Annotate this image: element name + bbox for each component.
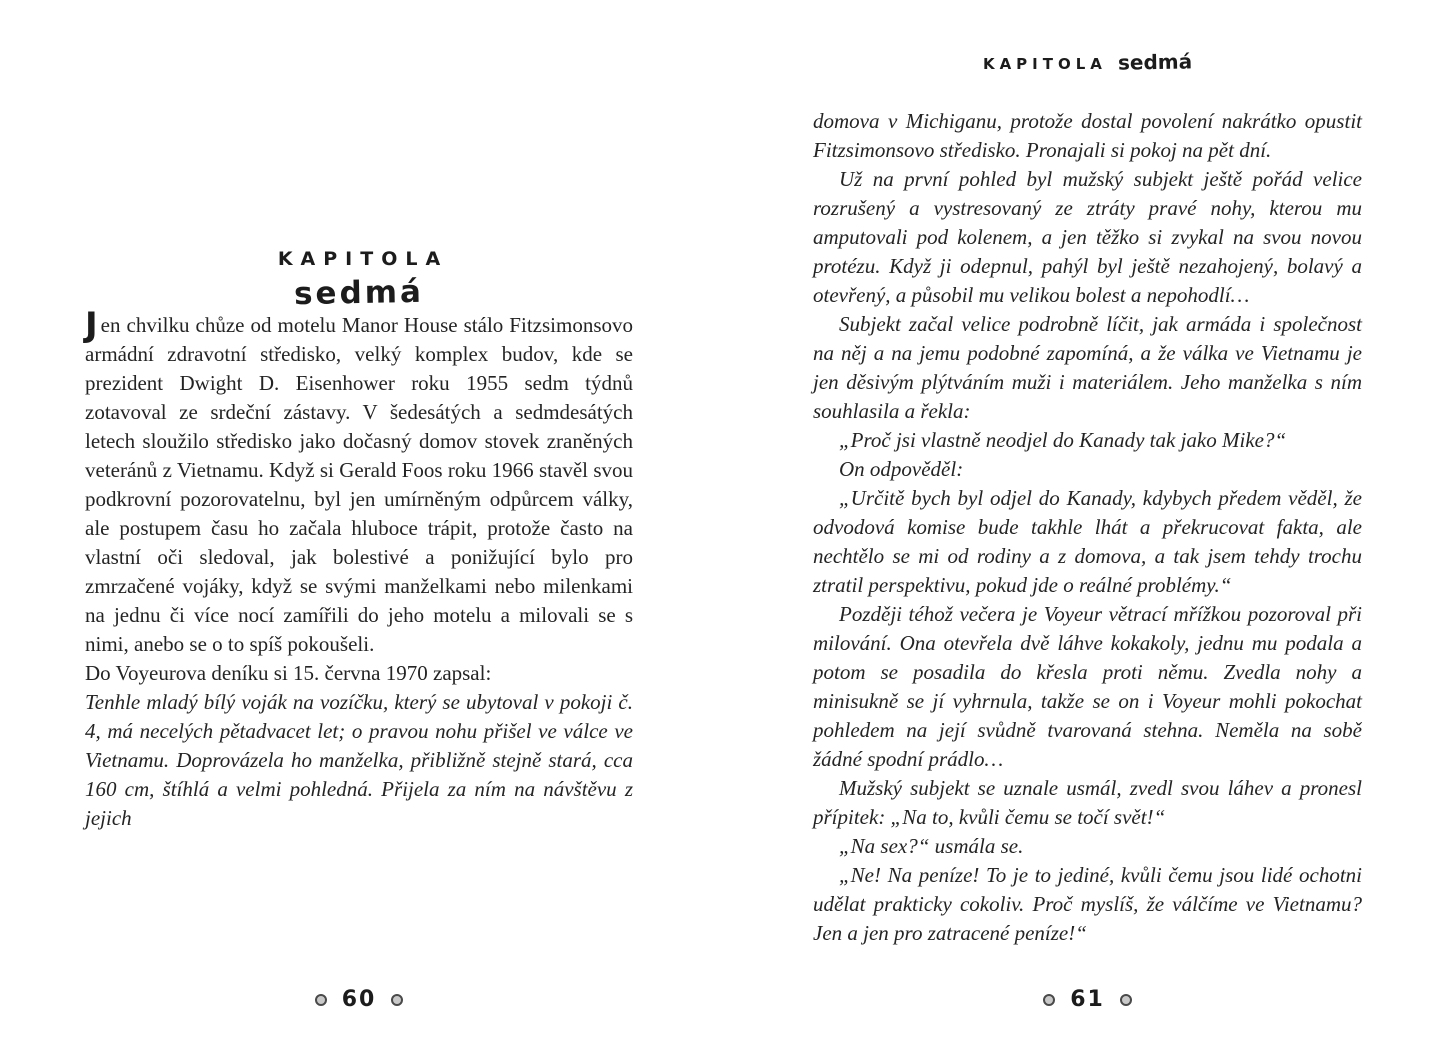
opening-paragraph-text: en chvilku chůze od motelu Manor House stálo Fitzsimonsovo armádní zdravotní středisko, velký komplex budov, kde se prezident Dwight D. Eisenhower roku 1955 sedm týdnů zotavoval ze srdeční zástavy. V šedesátých a sedmdesátých letech sloužilo středisko jako dočasný domov stovek zraněných veteránů z Vietnamu. Když si Gerald Foos roku 1966 stavěl svou podkrovní pozorovatelnu, byl jen umírněným odpůrcem války, ale postupem času ho začala hluboce trápit, protože často na vlastní oči sledoval, jak bolestivé a ponižující bylo pro zmrzačené vojáky, když se svými manželkami nebo milenkami na jednu či více nocí zamířili do jeho motelu a milovali se s nimi, anebo se o to spíš pokoušeli. [85, 313, 633, 656]
page-ornament-icon [1120, 994, 1132, 1006]
diary-paragraph: Už na první pohled byl mužský subjekt ještě pořád velice rozrušený a vystresovaný ze ztráty pravé nohy, kterou mu amputovali pod kolenem, a jen těžko si zvykal na svou novou protézu. Když ji odepnul, pahýl byl ještě nezahojený, bolavý a otevřený, a působil mu velikou bolest a nepohodlí… [813, 167, 1362, 307]
diary-continuation [813, 107, 1362, 948]
page-right [813, 0, 1362, 1053]
page-ornament-icon [315, 994, 327, 1006]
diary-paragraph: Mužský subjekt se uznale usmál, zvedl svou láhev a pronesl přípitek: „Na to, kvůli čemu se točí svět!“ [813, 776, 1362, 829]
chapter-name: sedmá [293, 273, 425, 313]
diary-paragraph: „Ne! Na peníze! To je to jediné, kvůli čemu jsou lidé ochotni udělat prakticky cokoliv. Proč myslíš, že válčíme ve Vietnamu? Jen a jen pro zatracené peníze!“ [813, 863, 1362, 945]
drop-cap: J [85, 305, 98, 345]
diary-paragraph: „Proč jsi vlastně neodjel do Kanady tak jako Mike?“ [839, 428, 1287, 452]
diary-paragraph: domova v Michiganu, protože dostal povolení nakrátko opustit Fitzsimonsovo středisko. Pronajali si pokoj na pět dní. [813, 109, 1362, 162]
page-ornament-icon [1043, 994, 1055, 1006]
diary-paragraph: Subjekt začal velice podrobně líčit, jak armáda i společnost na něj a na jemu podobné zapomíná, a že válka ve Vietnamu je jen děsivým plýtváním muži i materiálem. Jeho manželka s ním souhlasila a řekla: [813, 312, 1362, 423]
diary-paragraph: „Na sex?“ usmála se. [839, 834, 1024, 858]
running-header [813, 50, 1362, 74]
diary-paragraph: On odpověděl: [839, 457, 964, 481]
page-number-right [813, 989, 1362, 1011]
diary-intro-line: Do Voyeurova deníku si 15. června 1970 zapsal: [85, 661, 492, 685]
chapter-heading [85, 248, 633, 311]
page-number-left [85, 989, 633, 1011]
opening-paragraph [85, 305, 633, 659]
running-header-chapter-label: KAPITOLA [982, 55, 1107, 73]
diary-paragraph: Později téhož večera je Voyeur větrací mřížkou pozoroval při milování. Ona otevřela dvě láhve kokakoly, jednu mu podala a potom se posadila do křesla proti němu. Zvedla nohy a minisukně se jí vyhrnula, takže se on i Voyeur mohli pokochat pohledem na její svůdně tvarovaná stehna. Neměla na sobě žádné spodní prádlo… [813, 602, 1362, 771]
running-header-chapter-name: sedmá [1117, 49, 1193, 75]
diary-excerpt-paragraph: Tenhle mladý bílý voják na vozíčku, který se ubytoval v pokoji č. 4, má necelých pětadvacet let; o pravou nohu přišel ve válce ve Vietnamu. Doprovázela ho manželka, přibližně stejně stará, cca 160 cm, štíhlá a velmi pohledná. Přijela za ním na návštěvu z jejich [85, 690, 633, 830]
chapter-label: KAPITOLA [277, 248, 449, 270]
page-number-value: 61 [1070, 987, 1105, 1012]
diary-paragraph: „Určitě bych byl odjel do Kanady, kdybych předem věděl, že odvodová komise bude takhle lhát a překrucovat fakta, ale nechtělo se mi od rodiny a z domova, a tak jsem tehdy trochu ztratil perspektivu, pokud jde o reálné problémy.“ [813, 486, 1362, 597]
page-ornament-icon [391, 994, 403, 1006]
page-left [85, 0, 633, 1053]
page-number-value: 60 [341, 987, 377, 1012]
